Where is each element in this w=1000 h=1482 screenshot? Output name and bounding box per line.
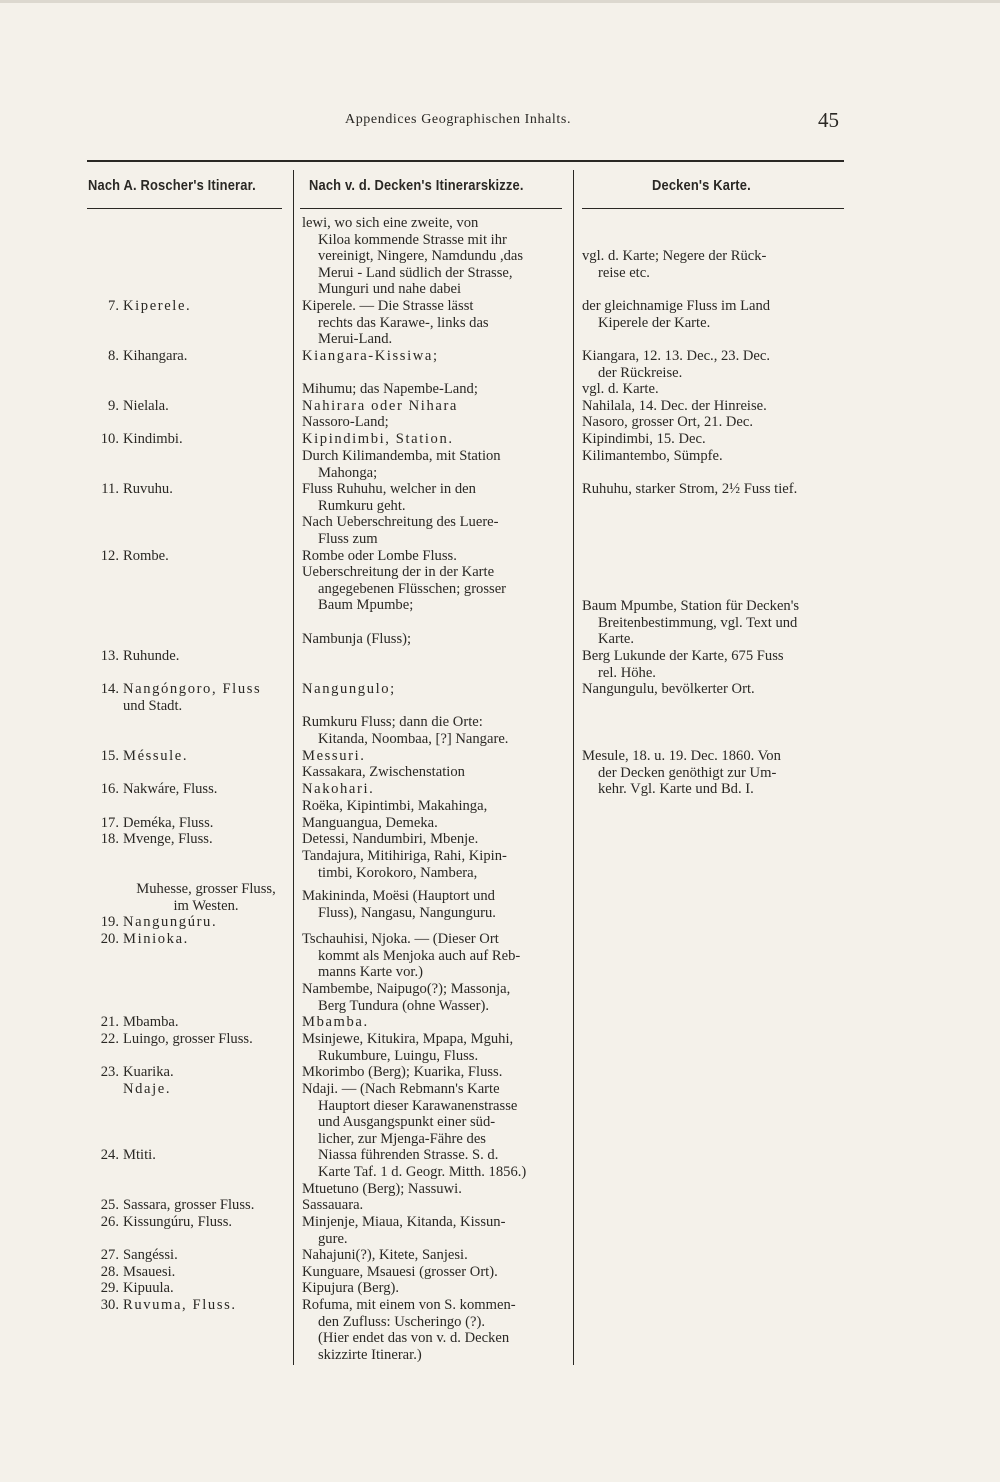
decken-entry: Msinjewe, Kitukira, Mpapa, Mguhi, Rukumbure, Luingu, Fluss.: [302, 1031, 514, 1064]
decken-entry: Rombe oder Lombe Fluss.: [302, 548, 457, 564]
decken-entry: Kipindimbi, Station.: [302, 431, 454, 447]
list-item: 12. Rombe.: [100, 548, 169, 564]
list-item: 9. Nielala.: [108, 398, 169, 414]
column-separator-1: [293, 170, 294, 1365]
decken-entry: Ndaji. — (Nach Rebmann's Karte Hauptort dieser Karawanenstrasse und Ausgangspunkt einer süd- licher, zur Mjenga-Fähre des Niassa führenden Strasse. S. d. Karte Taf. 1 d. Geogr. Mitth. 1856.): [302, 1081, 527, 1180]
list-item: 29. Kipuula.: [100, 1280, 174, 1296]
column-header-decken-skizze: Nach v. d. Decken's Itinerarskizze.: [309, 177, 524, 194]
list-item: 7. Kiperele.: [108, 298, 192, 314]
list-item: 13. Ruhunde.: [100, 648, 180, 664]
list-item: 19. Nangungúru.: [100, 914, 218, 930]
decken-entry: Nambunja (Fluss);: [302, 631, 412, 647]
karte-entry: Mesule, 18. u. 19. Dec. 1860. Von der Decken genöthigt zur Um- kehr. Vgl. Karte und Bd. I.: [582, 748, 781, 797]
decken-entry: Nassoro-Land;: [302, 414, 389, 430]
list-item: 11. Ruvuhu.: [101, 481, 173, 497]
column-header-decken-karte: Decken's Karte.: [652, 177, 751, 194]
decken-entry: Nambembe, Naipugo(?); Massonja, Berg Tundura (ohne Wasser).: [302, 981, 511, 1014]
list-item: 24. Mtiti.: [100, 1147, 156, 1163]
list-item: 25. Sassara, grosser Fluss.: [100, 1197, 255, 1213]
decken-entry: Nach Ueberschreitung des Luere- Fluss zum: [302, 514, 499, 547]
page-top-rule: [0, 0, 1000, 3]
list-item: 16. Nakwáre, Fluss.: [100, 781, 218, 797]
karte-entry: Kiangara, 12. 13. Dec., 23. Dec. der Rückreise.: [582, 348, 771, 381]
decken-entry: Durch Kilimandemba, mit Station Mahonga;: [302, 448, 501, 481]
decken-entry: Mkorimbo (Berg); Kuarika, Fluss.: [302, 1064, 503, 1080]
decken-entry: Nangungulo;: [302, 681, 396, 697]
decken-entry: Rofuma, mit einem von S. kommen- den Zufluss: Uscheringo (?). (Hier endet das von v. d. Decken skizzirte Itinerar.): [302, 1297, 516, 1363]
decken-entry: Kipujura (Berg).: [302, 1280, 399, 1296]
decken-entry: Messuri.: [302, 748, 366, 764]
column-separator-2: [573, 170, 574, 1365]
list-item: 14. Nangóngoro, Fluss und Stadt.: [100, 681, 262, 714]
decken-entry: Mbamba.: [302, 1014, 369, 1030]
list-item: 26. Kissungúru, Fluss.: [100, 1214, 233, 1230]
decken-entry: Nahirara oder Nihara: [302, 398, 458, 414]
karte-entry: Kipindimbi, 15. Dec.: [582, 431, 706, 447]
list-item: Muhesse, grosser Fluss, im Westen.: [136, 881, 276, 914]
running-title: Appendices Geographischen Inhalts.: [345, 112, 572, 127]
list-item: 30. Ruvuma, Fluss.: [100, 1297, 237, 1313]
list-item: 20. Minioka.: [100, 931, 189, 947]
decken-entry: lewi, wo sich eine zweite, von Kiloa kommende Strasse mit ihr vereinigt, Ningere, Namdundu ,das Merui - Land südlich der Strasse, Munguri und nahe dabei: [302, 215, 524, 297]
karte-entry: Nahilala, 14. Dec. der Hinreise.: [582, 398, 767, 414]
list-item: 23. Kuarika. Ndaje.: [100, 1064, 174, 1097]
list-item: 17. Deméka, Fluss.: [100, 815, 214, 831]
decken-entry: Makininda, Moësi (Hauptort und Fluss), Nangasu, Nangunguru.: [302, 888, 496, 921]
decken-entry: Roëka, Kipintimbi, Makahinga,: [302, 798, 488, 814]
karte-entry: vgl. d. Karte; Negere der Rück- reise etc.: [582, 248, 767, 281]
karte-entry: der gleichnamige Fluss im Land Kiperele der Karte.: [582, 298, 771, 331]
karte-entry: Baum Mpumbe, Station für Decken's Breitenbestimmung, vgl. Text und Karte.: [582, 598, 800, 647]
decken-entry: Tschauhisi, Njoka. — (Dieser Ort kommt als Menjoka auch auf Reb- manns Karte vor.): [302, 931, 521, 980]
karte-entry: Nasoro, grosser Ort, 21. Dec.: [582, 414, 754, 430]
decken-entry: Sassauara.: [302, 1197, 364, 1213]
header-rule-col1: [87, 208, 282, 209]
table-top-rule: [87, 160, 844, 162]
decken-entry: Kassakara, Zwischenstation: [302, 764, 465, 780]
header-rule-col3: [582, 208, 844, 209]
column-header-roscher: Nach A. Roscher's Itinerar.: [88, 177, 256, 194]
decken-entry: Kiperele. — Die Strasse lässt rechts das Karawe-, links das Merui-Land.: [302, 298, 489, 347]
karte-entry: vgl. d. Karte.: [582, 381, 659, 397]
karte-entry: Kilimantembo, Sümpfe.: [582, 448, 723, 464]
decken-entry: Minjenje, Miaua, Kitanda, Kissun- gure.: [302, 1214, 506, 1247]
decken-entry: Mtuetuno (Berg); Nassuwi.: [302, 1181, 462, 1197]
list-item: 18. Mvenge, Fluss.: [100, 831, 213, 847]
decken-entry: Mihumu; das Napembe-Land;: [302, 381, 478, 397]
decken-entry: Rumkuru Fluss; dann die Orte: Kitanda, Noombaa, [?] Nangare.: [302, 714, 509, 747]
list-item: 15. Méssule.: [100, 748, 189, 764]
decken-entry: Tandajura, Mitihiriga, Rahi, Kipin- timbi, Korokoro, Nambera,: [302, 848, 507, 881]
decken-entry: Kiangara-Kissiwa;: [302, 348, 439, 364]
decken-entry: Kunguare, Msauesi (grosser Ort).: [302, 1264, 498, 1280]
list-item: 10. Kindimbi.: [100, 431, 183, 447]
list-item: 27. Sangéssi.: [100, 1247, 178, 1263]
karte-entry: Nangungulu, bevölkerter Ort.: [582, 681, 755, 697]
list-item: 8. Kihangara.: [108, 348, 188, 364]
decken-entry: Detessi, Nandumbiri, Mbenje.: [302, 831, 479, 847]
decken-entry: Manguangua, Demeka.: [302, 815, 438, 831]
page-number: 45: [818, 108, 839, 132]
header-rule-col2: [300, 208, 562, 209]
decken-entry: Nakohari.: [302, 781, 375, 797]
list-item: 28. Msauesi.: [100, 1264, 176, 1280]
decken-entry: Ueberschreitung der in der Karte angegebenen Flüsschen; grosser Baum Mpumbe;: [302, 564, 507, 613]
decken-entry: Nahajuni(?), Kitete, Sanjesi.: [302, 1247, 468, 1263]
decken-entry: Fluss Ruhuhu, welcher in den Rumkuru geht.: [302, 481, 476, 514]
karte-entry: Berg Lukunde der Karte, 675 Fuss rel. Höhe.: [582, 648, 784, 681]
list-item: 22. Luingo, grosser Fluss.: [100, 1031, 253, 1047]
karte-entry: Ruhuhu, starker Strom, 2½ Fuss tief.: [582, 481, 798, 497]
list-item: 21. Mbamba.: [100, 1014, 179, 1030]
